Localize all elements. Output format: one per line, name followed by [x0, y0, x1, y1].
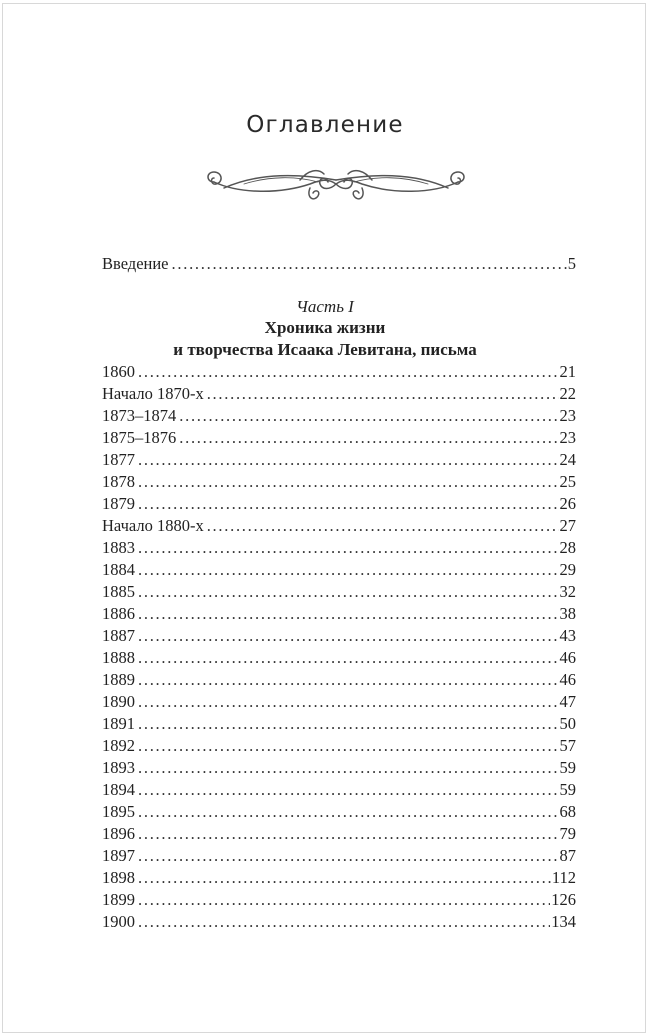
dot-leader	[138, 647, 559, 669]
toc-entry-label: 1875–1876	[102, 428, 177, 447]
toc-entry-page: 23	[559, 406, 576, 425]
toc-entry-page: 79	[559, 824, 576, 843]
toc-entry[interactable]	[102, 779, 576, 801]
toc-entry-introduction[interactable]	[102, 253, 576, 275]
dot-leader	[138, 779, 559, 801]
toc-entry-label: Начало 1870-х	[102, 384, 204, 403]
dot-leader	[179, 405, 558, 427]
toc-entry[interactable]	[102, 669, 576, 691]
toc-entry-label: Начало 1880-х	[102, 516, 204, 535]
dot-leader	[138, 669, 559, 691]
toc-entry[interactable]	[102, 493, 576, 515]
dot-leader	[138, 691, 559, 713]
toc-entry-label: 1884	[102, 560, 135, 579]
dot-leader	[138, 471, 559, 493]
toc-entry-page: 47	[559, 692, 576, 711]
toc-entry-page: 126	[551, 890, 576, 909]
toc-entry-page: 50	[559, 714, 576, 733]
toc-entry-label: 1860	[102, 362, 135, 381]
dot-leader	[138, 581, 559, 603]
toc-entry-label: 1900	[102, 912, 135, 931]
toc-entry-page: 29	[559, 560, 576, 579]
toc-entry[interactable]	[102, 537, 576, 559]
dot-leader	[138, 801, 559, 823]
dot-leader	[138, 889, 550, 911]
dot-leader	[138, 757, 559, 779]
toc-entry[interactable]	[102, 449, 576, 471]
toc-entry-label: 1897	[102, 846, 135, 865]
toc-entry-label: 1899	[102, 890, 135, 909]
part-title-line-1: Хроника жизни	[264, 318, 386, 337]
dot-leader	[138, 911, 550, 933]
toc-entry-label: 1877	[102, 450, 135, 469]
toc-entry-page: 24	[559, 450, 576, 469]
toc-entry-label: 1898	[102, 868, 135, 887]
toc-entry[interactable]	[102, 405, 576, 427]
dot-leader	[138, 493, 559, 515]
toc-entry-page: 46	[559, 670, 576, 689]
toc-entry-label: 1873–1874	[102, 406, 177, 425]
toc-entry-label: 1891	[102, 714, 135, 733]
dot-leader	[138, 735, 559, 757]
page-title: Оглавление	[246, 112, 404, 138]
dot-leader	[138, 603, 559, 625]
toc-entry-label: 1893	[102, 758, 135, 777]
dot-leader	[138, 845, 559, 867]
toc-entry[interactable]	[102, 757, 576, 779]
toc-entry-page: 28	[559, 538, 576, 557]
dot-leader	[179, 427, 558, 449]
toc-entry-page: 112	[551, 868, 576, 887]
dot-leader	[138, 713, 559, 735]
toc-entry-page: 46	[559, 648, 576, 667]
toc-entry-label: 1892	[102, 736, 135, 755]
toc-entry-page: 26	[559, 494, 576, 513]
toc-entry[interactable]	[102, 603, 576, 625]
toc-entry[interactable]	[102, 361, 576, 383]
toc-entry[interactable]	[102, 845, 576, 867]
dot-leader	[138, 625, 559, 647]
part-label: Часть I	[296, 297, 354, 316]
toc-entry-page: 59	[559, 758, 576, 777]
dot-leader	[138, 537, 559, 559]
toc-entry-page: 25	[559, 472, 576, 491]
toc-entry-label: 1885	[102, 582, 135, 601]
toc-entry[interactable]	[102, 889, 576, 911]
toc-entry-label: 1886	[102, 604, 135, 623]
part-title-line-2: и творчества Исаака Левитана, письма	[173, 340, 477, 359]
toc-entry[interactable]	[102, 691, 576, 713]
toc-entry-page: 59	[559, 780, 576, 799]
toc-entry-label: 1883	[102, 538, 135, 557]
toc-entry-label: 1890	[102, 692, 135, 711]
toc-entry[interactable]	[102, 801, 576, 823]
toc-entry-page: 27	[559, 516, 576, 535]
toc-entry[interactable]	[102, 581, 576, 603]
toc-entry[interactable]	[102, 471, 576, 493]
toc-entry-label: 1879	[102, 494, 135, 513]
toc-entry-label: 1887	[102, 626, 135, 645]
toc-entry-page: 57	[559, 736, 576, 755]
toc-entry-label: 1894	[102, 780, 135, 799]
toc-entry-page: 23	[559, 428, 576, 447]
toc-entry[interactable]	[102, 867, 576, 889]
toc-entry[interactable]	[102, 823, 576, 845]
toc-entry[interactable]	[102, 427, 576, 449]
toc-entry[interactable]	[102, 713, 576, 735]
toc-entry-page: 22	[559, 384, 576, 403]
toc-entry[interactable]	[102, 515, 576, 537]
dot-leader	[138, 559, 559, 581]
toc-entry[interactable]	[102, 735, 576, 757]
dot-leader	[138, 449, 559, 471]
toc-entry[interactable]	[102, 383, 576, 405]
toc-entry-page: 32	[559, 582, 576, 601]
toc-entry[interactable]	[102, 911, 576, 933]
decorative-scroll-divider-icon	[200, 160, 472, 206]
toc-entry-label: 1889	[102, 670, 135, 689]
dot-leader	[207, 515, 559, 537]
dot-leader	[172, 253, 567, 275]
dot-leader	[138, 867, 551, 889]
toc-entry-page: 38	[559, 604, 576, 623]
dot-leader	[207, 383, 559, 405]
toc-entry-page: 43	[559, 626, 576, 645]
toc-entry-page: 68	[559, 802, 576, 821]
toc-entry-page: 134	[551, 912, 576, 931]
toc-entry[interactable]	[102, 647, 576, 669]
toc-entry-label: 1888	[102, 648, 135, 667]
toc-entry-page: 5	[567, 254, 576, 273]
toc-entry-label: 1895	[102, 802, 135, 821]
toc-entry-label: 1878	[102, 472, 135, 491]
toc-entry-label: Введение	[102, 254, 169, 273]
dot-leader	[138, 361, 559, 383]
dot-leader	[138, 823, 559, 845]
toc-entry[interactable]	[102, 559, 576, 581]
toc-entry-page: 87	[559, 846, 576, 865]
toc-entry-label: 1896	[102, 824, 135, 843]
toc-entry-page: 21	[559, 362, 576, 381]
toc-entry[interactable]	[102, 625, 576, 647]
